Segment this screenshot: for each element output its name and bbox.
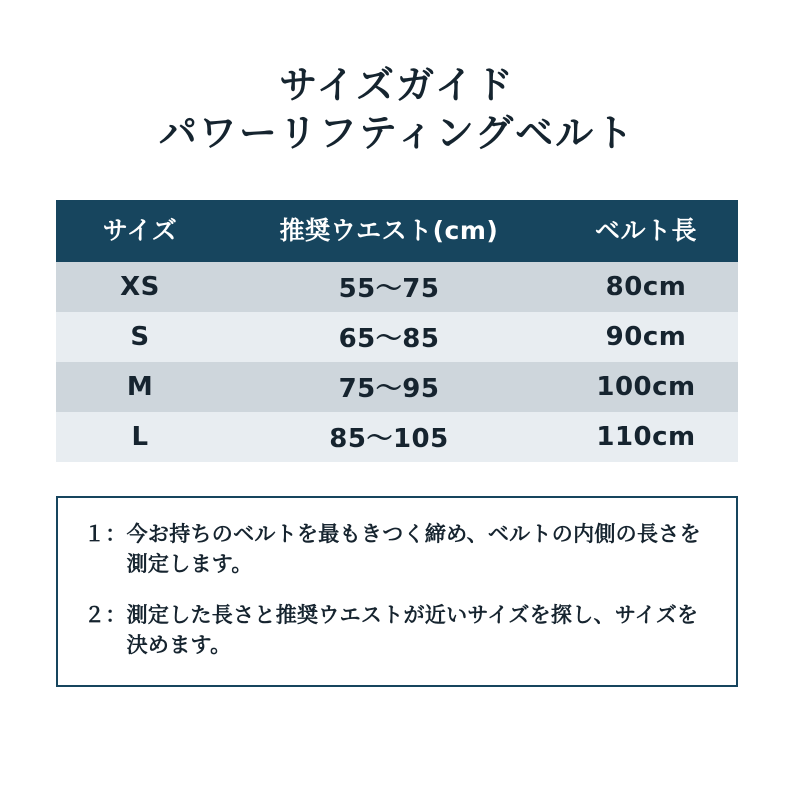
size-table xyxy=(56,200,738,462)
table-body xyxy=(56,262,738,462)
instruction-number: １： xyxy=(84,521,127,546)
table-row xyxy=(56,412,738,462)
cell-size: M xyxy=(56,362,224,412)
cell-size: XS xyxy=(56,262,224,312)
cell-belt-length: 90cm xyxy=(554,312,738,362)
cell-waist: 65〜85 xyxy=(224,312,554,362)
table-row xyxy=(56,262,738,312)
cell-waist: 85〜105 xyxy=(224,412,554,462)
instruction-item xyxy=(84,520,710,580)
page-title xyxy=(56,0,738,158)
table-header-waist: 推奨ウエスト(cm) xyxy=(224,200,554,262)
cell-waist: 75〜95 xyxy=(224,362,554,412)
instruction-item xyxy=(84,601,710,661)
table-row xyxy=(56,362,738,412)
cell-belt-length: 110cm xyxy=(554,412,738,462)
table-row xyxy=(56,312,738,362)
cell-belt-length: 80cm xyxy=(554,262,738,312)
title-line-1: サイズガイド xyxy=(279,63,515,107)
table-header-size: サイズ xyxy=(56,200,224,262)
title-line-2: パワーリフティングベルト xyxy=(158,110,636,155)
table-header-row xyxy=(56,200,738,262)
instruction-number: ２： xyxy=(84,603,127,628)
cell-size: L xyxy=(56,412,224,462)
table-header-belt-length: ベルト長 xyxy=(554,200,738,262)
instruction-text: 測定した長さと推奨ウエストが近いサイズを探し、サイズを決めます。 xyxy=(126,603,699,658)
instructions-box xyxy=(56,496,738,687)
cell-size: S xyxy=(56,312,224,362)
table-header xyxy=(56,200,738,262)
cell-belt-length: 100cm xyxy=(554,362,738,412)
instruction-text: 今お持ちのベルトを最もきつく締め、ベルトの内側の長さを測定します。 xyxy=(126,521,701,576)
cell-waist: 55〜75 xyxy=(224,262,554,312)
